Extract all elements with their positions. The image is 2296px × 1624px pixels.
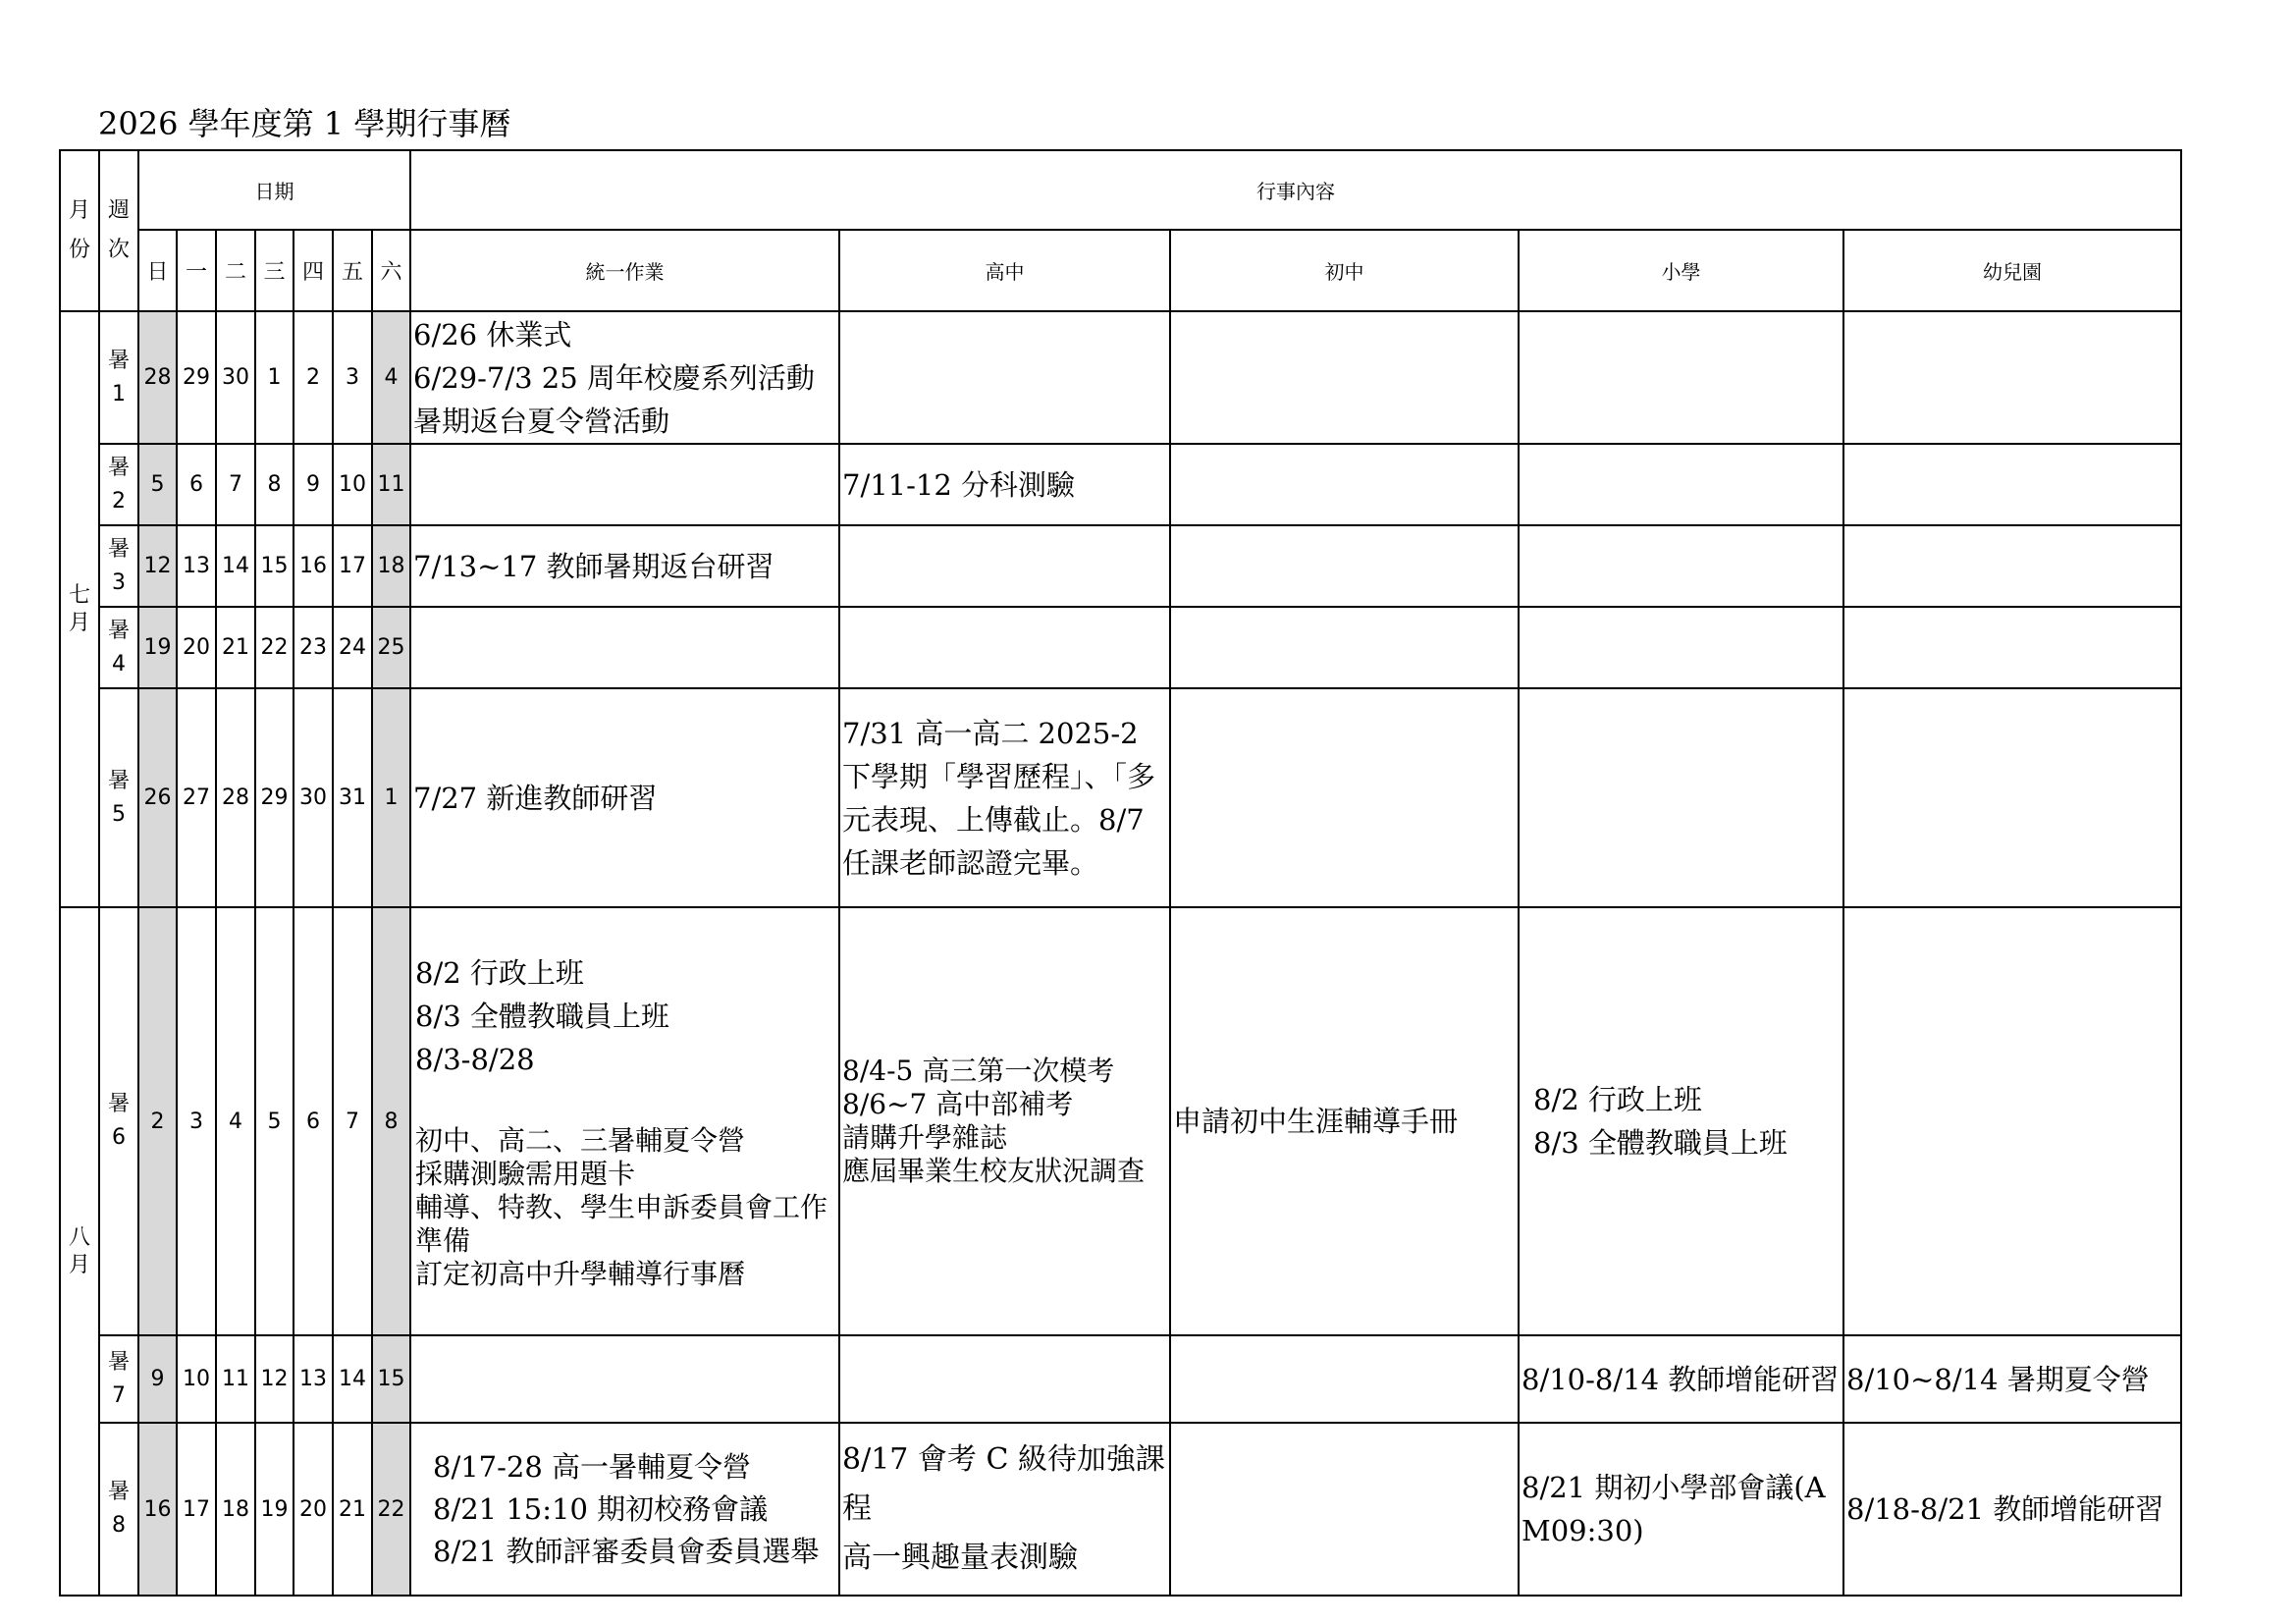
day-cell: 29 bbox=[177, 311, 216, 444]
day-cell: 13 bbox=[294, 1335, 333, 1423]
week-label: 暑 8 bbox=[99, 1423, 138, 1596]
month-august: 八 月 bbox=[60, 907, 99, 1596]
table-row bbox=[60, 607, 2181, 688]
weekday-wed: 三 bbox=[255, 230, 294, 311]
header-month: 月 份 bbox=[60, 150, 99, 311]
header-week: 週 次 bbox=[99, 150, 138, 311]
day-cell: 20 bbox=[177, 607, 216, 688]
event-junior-high bbox=[1170, 525, 1519, 607]
event-junior-high bbox=[1170, 607, 1519, 688]
table-row bbox=[60, 444, 2181, 525]
day-cell: 12 bbox=[138, 525, 177, 607]
day-cell: 21 bbox=[333, 1423, 372, 1596]
weekday-tue: 二 bbox=[216, 230, 255, 311]
weekday-sat: 六 bbox=[372, 230, 410, 311]
table-row bbox=[60, 311, 2181, 444]
event-unified: 6/26 休業式 6/29-7/3 25 周年校慶系列活動 暑期返台夏令營活動 bbox=[410, 311, 839, 444]
day-cell: 29 bbox=[255, 688, 294, 907]
day-cell: 15 bbox=[372, 1335, 410, 1423]
day-cell: 19 bbox=[255, 1423, 294, 1596]
day-cell: 9 bbox=[294, 444, 333, 525]
day-cell: 26 bbox=[138, 688, 177, 907]
day-cell: 18 bbox=[216, 1423, 255, 1596]
week-label: 暑 4 bbox=[99, 607, 138, 688]
event-unified: 8/17-28 高一暑輔夏令營 8/21 15:10 期初校務會議 8/21 教師評審委員會委員選舉 bbox=[410, 1423, 839, 1596]
event-unified-top: 8/2 行政上班 8/3 全體教職員上班 8/3-8/28 bbox=[415, 956, 669, 1076]
day-cell: 14 bbox=[333, 1335, 372, 1423]
event-unified bbox=[410, 444, 839, 525]
header-events: 行事內容 bbox=[410, 150, 2181, 230]
column-unified: 統一作業 bbox=[410, 230, 839, 311]
day-cell: 18 bbox=[372, 525, 410, 607]
event-unified bbox=[410, 907, 839, 1335]
day-cell: 4 bbox=[372, 311, 410, 444]
event-unified-bottom: 初中、高二、三暑輔夏令營 採購測驗需用題卡 輔導、特教、學生申訴委員會工作準備 訂定初高中升學輔導行事曆 bbox=[415, 1124, 828, 1290]
weekday-fri: 五 bbox=[333, 230, 372, 311]
event-junior-high bbox=[1170, 444, 1519, 525]
day-cell: 3 bbox=[333, 311, 372, 444]
event-high-school: 7/31 高一高二 2025-2 下學期「學習歷程」、「多元表現、上傳截止。8/7 任課老師認證完畢。 bbox=[839, 688, 1170, 907]
day-cell: 8 bbox=[255, 444, 294, 525]
day-cell: 4 bbox=[216, 907, 255, 1335]
day-cell: 20 bbox=[294, 1423, 333, 1596]
event-primary bbox=[1519, 607, 1843, 688]
column-kindergarten: 幼兒園 bbox=[1843, 230, 2181, 311]
day-cell: 7 bbox=[216, 444, 255, 525]
week-label: 暑 1 bbox=[99, 311, 138, 444]
event-junior-high: 申請初中生涯輔導手冊 bbox=[1170, 907, 1519, 1335]
event-primary bbox=[1519, 525, 1843, 607]
week-label: 暑 7 bbox=[99, 1335, 138, 1423]
event-high-school bbox=[839, 525, 1170, 607]
column-junior-high: 初中 bbox=[1170, 230, 1519, 311]
calendar-table bbox=[59, 149, 2182, 1597]
table-row bbox=[60, 525, 2181, 607]
column-high-school: 高中 bbox=[839, 230, 1170, 311]
table-row bbox=[60, 688, 2181, 907]
weekday-thu: 四 bbox=[294, 230, 333, 311]
event-kindergarten bbox=[1843, 311, 2181, 444]
day-cell: 13 bbox=[177, 525, 216, 607]
day-cell: 24 bbox=[333, 607, 372, 688]
event-kindergarten bbox=[1843, 525, 2181, 607]
column-primary: 小學 bbox=[1519, 230, 1843, 311]
day-cell: 30 bbox=[294, 688, 333, 907]
day-cell: 14 bbox=[216, 525, 255, 607]
page-title: 2026 學年度第 1 學期行事曆 bbox=[98, 105, 511, 142]
day-cell: 17 bbox=[333, 525, 372, 607]
day-cell: 21 bbox=[216, 607, 255, 688]
day-cell: 28 bbox=[138, 311, 177, 444]
day-cell: 16 bbox=[138, 1423, 177, 1596]
day-cell: 31 bbox=[333, 688, 372, 907]
weekday-sun: 日 bbox=[138, 230, 177, 311]
day-cell: 7 bbox=[333, 907, 372, 1335]
week-label: 暑 5 bbox=[99, 688, 138, 907]
event-kindergarten bbox=[1843, 444, 2181, 525]
day-cell: 28 bbox=[216, 688, 255, 907]
day-cell: 2 bbox=[138, 907, 177, 1335]
day-cell: 16 bbox=[294, 525, 333, 607]
day-cell: 12 bbox=[255, 1335, 294, 1423]
day-cell: 2 bbox=[294, 311, 333, 444]
week-label: 暑 2 bbox=[99, 444, 138, 525]
event-unified: 7/27 新進教師研習 bbox=[410, 688, 839, 907]
month-july: 七 月 bbox=[60, 311, 99, 907]
day-cell: 10 bbox=[333, 444, 372, 525]
day-cell: 10 bbox=[177, 1335, 216, 1423]
week-label: 暑 3 bbox=[99, 525, 138, 607]
day-cell: 17 bbox=[177, 1423, 216, 1596]
event-unified bbox=[410, 607, 839, 688]
table-row bbox=[60, 907, 2181, 1335]
event-high-school: 7/11-12 分科測驗 bbox=[839, 444, 1170, 525]
day-cell: 11 bbox=[372, 444, 410, 525]
weekday-mon: 一 bbox=[177, 230, 216, 311]
day-cell: 6 bbox=[294, 907, 333, 1335]
event-unified bbox=[410, 1335, 839, 1423]
day-cell: 8 bbox=[372, 907, 410, 1335]
event-high-school bbox=[839, 607, 1170, 688]
day-cell: 27 bbox=[177, 688, 216, 907]
event-primary bbox=[1519, 444, 1843, 525]
day-cell: 5 bbox=[255, 907, 294, 1335]
day-cell: 25 bbox=[372, 607, 410, 688]
event-high-school: 8/17 會考 C 級待加強課程 高一興趣量表測驗 bbox=[839, 1423, 1170, 1596]
event-kindergarten bbox=[1843, 907, 2181, 1335]
table-row bbox=[60, 1335, 2181, 1423]
header-date: 日期 bbox=[138, 150, 410, 230]
event-kindergarten bbox=[1843, 688, 2181, 907]
event-primary bbox=[1519, 688, 1843, 907]
event-primary: 8/2 行政上班 8/3 全體教職員上班 bbox=[1519, 907, 1843, 1335]
day-cell: 6 bbox=[177, 444, 216, 525]
day-cell: 22 bbox=[372, 1423, 410, 1596]
event-high-school: 8/4-5 高三第一次模考 8/6~7 高中部補考 請購升學雜誌 應屆畢業生校友狀況調查 bbox=[839, 907, 1170, 1335]
table-row bbox=[60, 1423, 2181, 1596]
event-junior-high bbox=[1170, 311, 1519, 444]
day-cell: 23 bbox=[294, 607, 333, 688]
event-kindergarten bbox=[1843, 607, 2181, 688]
event-high-school bbox=[839, 311, 1170, 444]
event-unified: 7/13~17 教師暑期返台研習 bbox=[410, 525, 839, 607]
event-junior-high bbox=[1170, 688, 1519, 907]
event-junior-high bbox=[1170, 1423, 1519, 1596]
event-high-school bbox=[839, 1335, 1170, 1423]
event-junior-high bbox=[1170, 1335, 1519, 1423]
day-cell: 15 bbox=[255, 525, 294, 607]
day-cell: 11 bbox=[216, 1335, 255, 1423]
day-cell: 22 bbox=[255, 607, 294, 688]
day-cell: 30 bbox=[216, 311, 255, 444]
week-label: 暑 6 bbox=[99, 907, 138, 1335]
event-primary: 8/21 期初小學部會議(AM09:30) bbox=[1519, 1423, 1843, 1596]
event-primary bbox=[1519, 311, 1843, 444]
day-cell: 19 bbox=[138, 607, 177, 688]
event-kindergarten: 8/18-8/21 教師增能研習 bbox=[1843, 1423, 2181, 1596]
day-cell: 5 bbox=[138, 444, 177, 525]
day-cell: 9 bbox=[138, 1335, 177, 1423]
day-cell: 1 bbox=[255, 311, 294, 444]
event-primary: 8/10-8/14 教師增能研習 bbox=[1519, 1335, 1843, 1423]
day-cell: 3 bbox=[177, 907, 216, 1335]
day-cell: 1 bbox=[372, 688, 410, 907]
event-kindergarten: 8/10~8/14 暑期夏令營 bbox=[1843, 1335, 2181, 1423]
